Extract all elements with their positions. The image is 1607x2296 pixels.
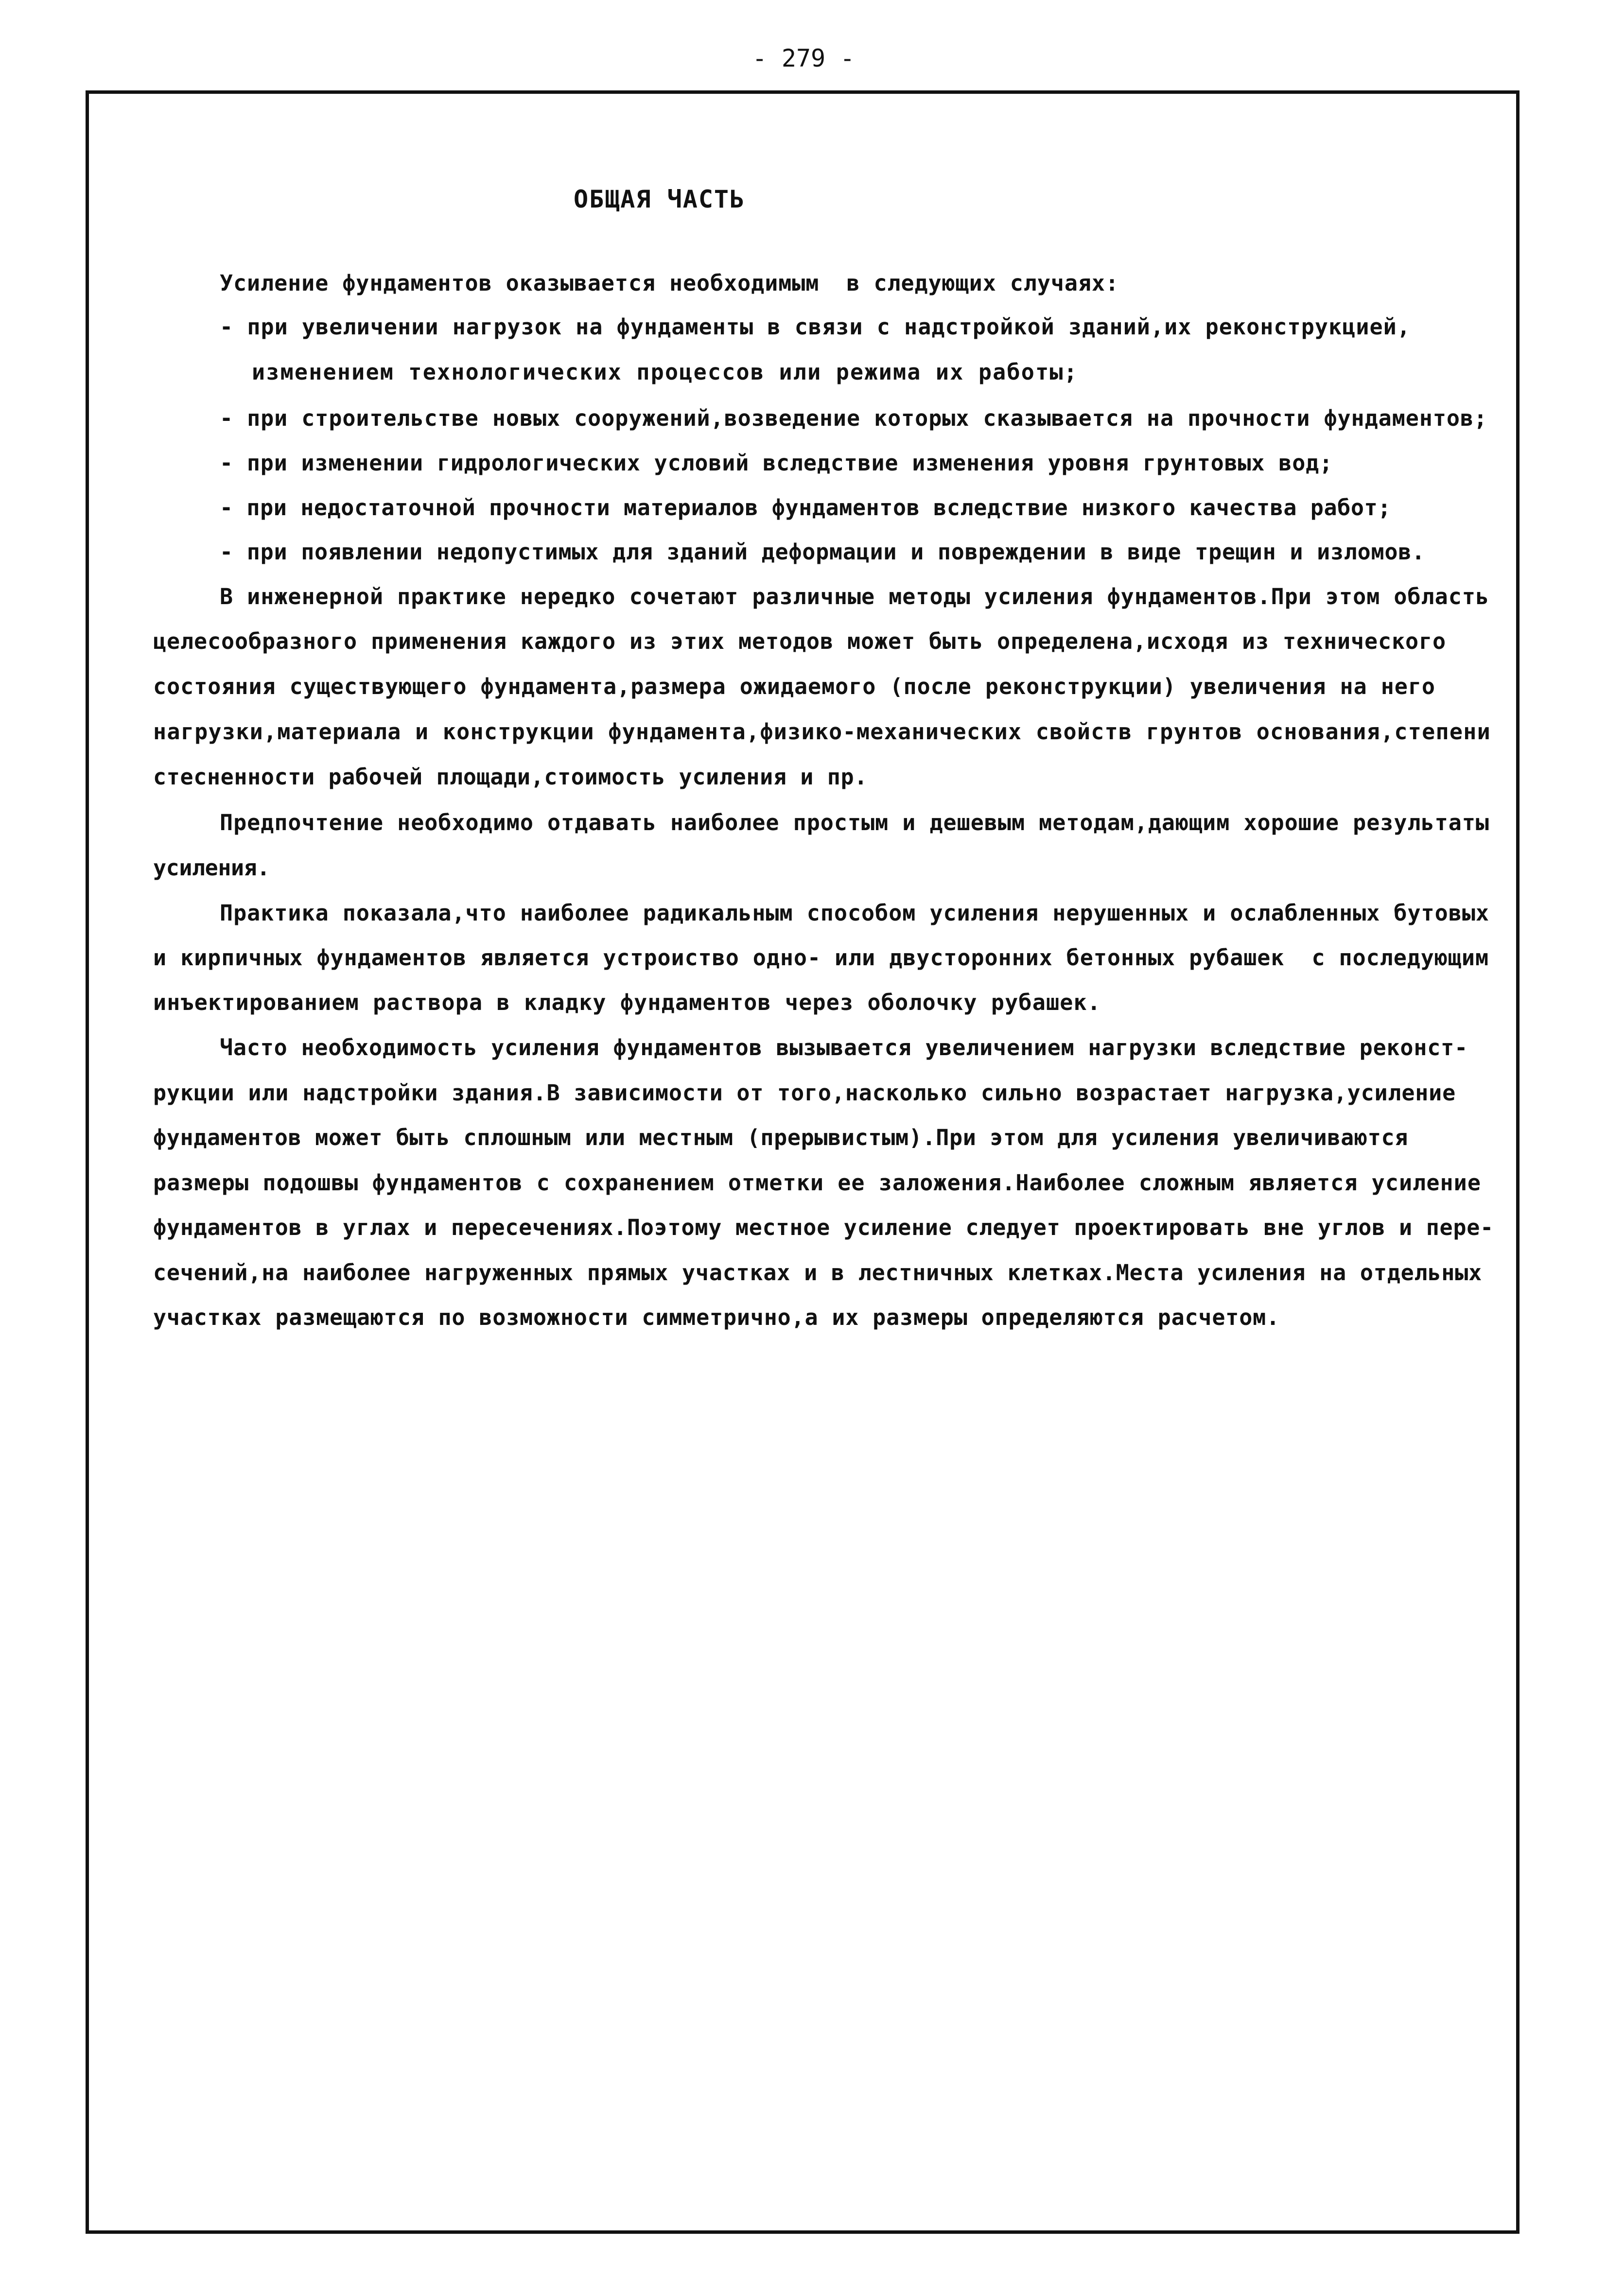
text-line: стесненности рабочей площади,стоимость усиления и пр.	[153, 764, 868, 790]
text-line: Усиление фундаментов оказывается необходимым в следующих случаях:	[220, 270, 1119, 296]
text-line: нагрузки,материала и конструкции фундамента,физико-механических свойств грунтов основания,степени	[153, 719, 1491, 745]
section-heading: ОБЩАЯ ЧАСТЬ	[574, 185, 746, 213]
text-line: - при изменении гидрологических условий вследствие изменения уровня грунтовых вод;	[220, 450, 1333, 476]
text-line: сечений,на наиболее нагруженных прямых участках и в лестничных клетках.Места усиления на отдельных	[153, 1260, 1482, 1286]
text-line: инъектированием раствора в кладку фундаментов через оболочку рубашек.	[153, 990, 1101, 1015]
text-line: Практика показала,что наиболее радикальным способом усиления нерушенных и ослабленных бутовых	[220, 900, 1489, 926]
text-line: - при недостаточной прочности материалов фундаментов вследствие низкого качества работ;	[220, 495, 1391, 521]
text-line: размеры подошвы фундаментов с сохранением отметки ее заложения.Наиболее сложным является усиление	[153, 1170, 1481, 1196]
text-line: участках размещаются по возможности симметрично,а их размеры определяются расчетом.	[153, 1305, 1280, 1330]
text-line: фундаментов может быть сплошным или местным (прерывистым).При этом для усиления увеличиваются	[153, 1125, 1408, 1150]
text-line: - при появлении недопустимых для зданий деформации и повреждении в виде трещин и изломов.	[220, 539, 1425, 565]
text-line: Часто необходимость усиления фундаментов вызывается увеличением нагрузки вследствие реконст-	[220, 1035, 1468, 1061]
text-line: усиления.	[153, 855, 270, 881]
text-line: и кирпичных фундаментов является устроиство одно- или двусторонних бетонных рубашек с последующим	[153, 945, 1489, 971]
text-line: изменением технологических процессов или режима их работы;	[252, 359, 1078, 385]
text-line: Предпочтение необходимо отдавать наиболее простым и дешевым методам,дающим хорошие результаты	[220, 810, 1489, 835]
text-line: состояния существующего фундамента,размера ожидаемого (после реконструкции) увеличения на него	[153, 674, 1435, 699]
text-line: - при строительстве новых сооружений,возведение которых сказывается на прочности фундаментов;	[220, 405, 1487, 431]
text-line: - при увеличении нагрузок на фундаменты в связи с надстройкой зданий,их реконструкцией,	[220, 314, 1411, 340]
text-line: фундаментов в углах и пересечениях.Поэтому местное усиление следует проектировать вне углов и пере-	[153, 1215, 1494, 1240]
page-number: - 279 -	[752, 44, 855, 72]
text-line: В инженерной практике нередко сочетают различные методы усиления фундаментов.При этом область	[220, 584, 1489, 609]
text-line: целесообразного применения каждого из этих методов может быть определена,исходя из технического	[153, 628, 1446, 654]
text-line: рукции или надстройки здания.В зависимости от того,насколько сильно возрастает нагрузка,усиление	[153, 1080, 1456, 1106]
